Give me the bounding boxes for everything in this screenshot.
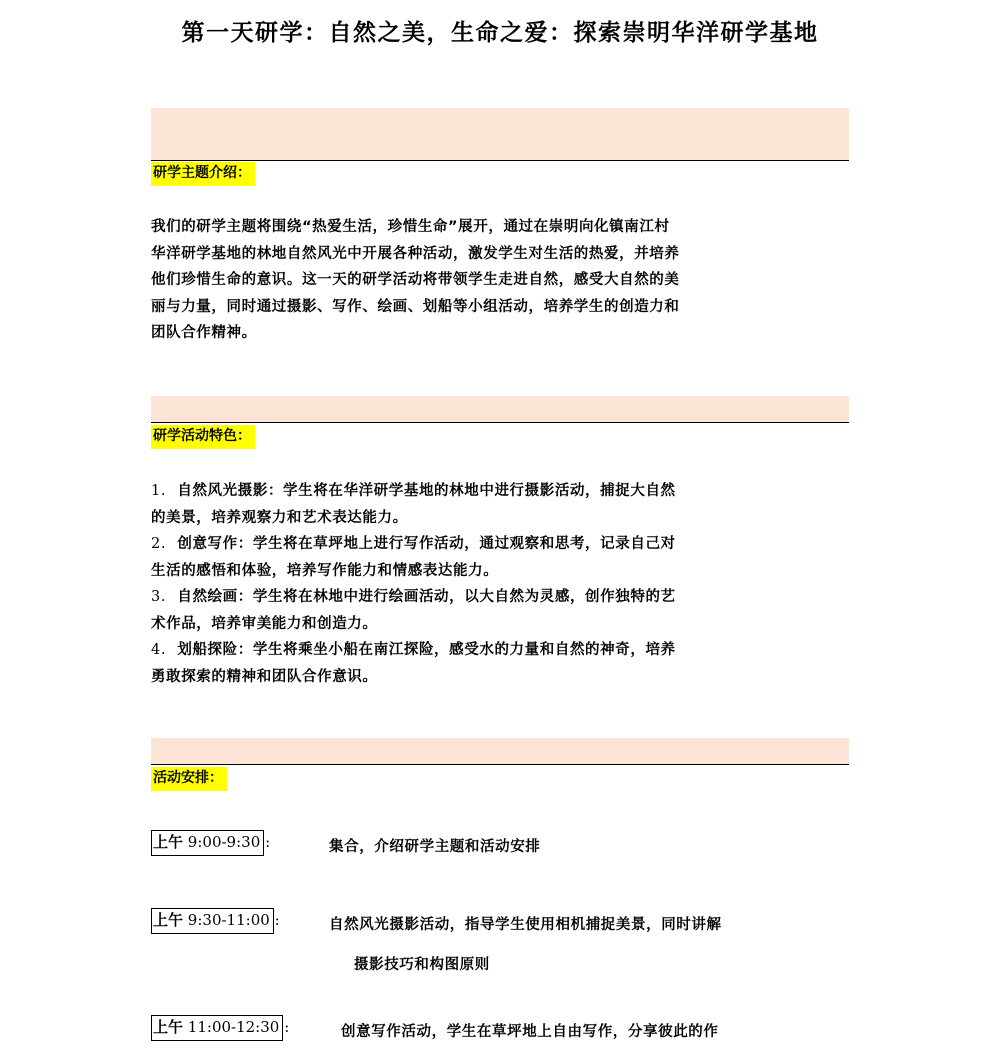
- feature-text: 自然风光摄影：学生将在华洋研学基地的林地中进行摄影活动，捕捉大自然: [177, 483, 676, 499]
- section-label-intro: 研学主题介绍：: [151, 162, 255, 186]
- feature-number: 2.: [151, 536, 167, 552]
- time-range: 9:30-11:00: [187, 911, 270, 929]
- schedule-time: [151, 1015, 283, 1041]
- feature-number: 3.: [151, 589, 167, 605]
- time-colon: :: [284, 1020, 290, 1036]
- time-colon: :: [265, 835, 271, 851]
- intro-line: 华洋研学基地的林地自然风光中开展各种活动，激发学生对生活的热爱，并培养: [151, 245, 680, 262]
- schedule-desc: 创意写作活动，学生在草坪地上自由写作，分享彼此的作: [341, 1024, 719, 1040]
- feature-item: [151, 531, 851, 584]
- intro-line: 我们的研学主题将围绕“热爱生活，珍惜生命”展开，通过在崇明向化镇南江村: [151, 219, 670, 235]
- schedule-row: [151, 830, 851, 856]
- feature-text-cont: 勇敢探索的精神和团队合作意识。: [151, 668, 378, 685]
- intro-paragraph: [151, 214, 851, 347]
- feature-item: [151, 584, 851, 637]
- page-title: 第一天研学：自然之美，生命之爱：探索崇明华洋研学基地: [181, 19, 819, 46]
- schedule-time: [151, 908, 274, 934]
- intro-line: 丽与力量，同时通过摄影、写作、绘画、划船等小组活动，培养学生的创造力和: [151, 298, 680, 315]
- time-prefix: 上午: [153, 1018, 184, 1036]
- time-prefix: 上午: [153, 911, 184, 929]
- schedule-time: [151, 830, 264, 856]
- section-label-features: 研学活动特色：: [151, 425, 255, 449]
- time-colon: :: [274, 913, 280, 929]
- section-band-intro: [151, 108, 849, 161]
- feature-number: 1.: [151, 483, 167, 499]
- feature-number: 4.: [151, 642, 167, 658]
- feature-item: [151, 478, 851, 531]
- time-prefix: 上午: [153, 833, 184, 851]
- intro-line: 团队合作精神。: [151, 325, 257, 341]
- feature-text-cont: 生活的感悟和体验，培养写作能力和情感表达能力。: [151, 562, 499, 579]
- schedule-desc: 集合，介绍研学主题和活动安排: [329, 839, 541, 855]
- feature-text: 自然绘画：学生将在林地中进行绘画活动，以大自然为灵感，创作独特的艺: [177, 589, 676, 605]
- feature-text: 划船探险：学生将乘坐小船在南江探险，感受水的力量和自然的神奇，培养: [177, 642, 676, 658]
- schedule-row: [151, 1015, 851, 1041]
- features-list: [151, 478, 851, 690]
- schedule-desc: 自然风光摄影活动，指导学生使用相机捕捉美景，同时讲解: [329, 917, 722, 933]
- section-band-schedule: [151, 738, 849, 765]
- feature-text: 创意写作：学生将在草坪地上进行写作活动，通过观察和思考，记录自己对: [177, 536, 676, 552]
- feature-item: [151, 637, 851, 690]
- section-band-features: [151, 396, 849, 423]
- section-label-schedule: 活动安排：: [151, 767, 227, 791]
- intro-line: 他们珍惜生命的意识。这一天的研学活动将带领学生走进自然，感受大自然的美: [151, 272, 680, 288]
- time-range: 9:00-9:30: [187, 833, 261, 851]
- feature-text-cont: 术作品，培养审美能力和创造力。: [151, 615, 378, 632]
- schedule-desc-cont: 摄影技巧和构图原则: [354, 957, 490, 973]
- schedule-row: [151, 908, 851, 934]
- feature-text-cont: 的美景，培养观察力和艺术表达能力。: [151, 509, 408, 526]
- time-range: 11:00-12:30: [187, 1018, 280, 1036]
